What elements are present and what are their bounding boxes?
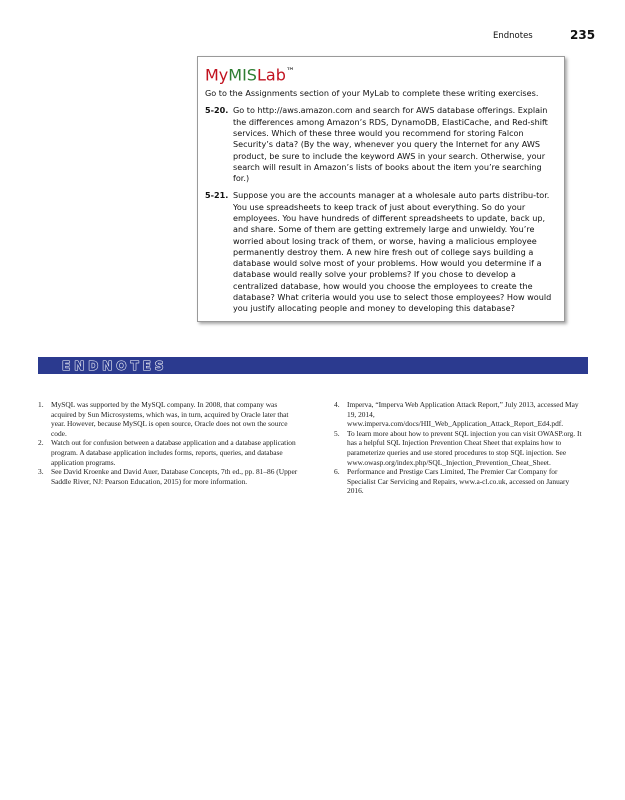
endnote-number: 5. bbox=[334, 428, 340, 438]
endnote-number: 1. bbox=[38, 400, 44, 409]
logo-mis: MIS bbox=[228, 65, 257, 85]
endnote-text: See David Kroenke and David Auer, Database Concepts, 7th ed., pp. 81–86 (Upper Saddle River, NJ: Pearson Education, 2015) for more information. bbox=[51, 467, 298, 486]
exercise-text: Go to http://aws.amazon.com and search for AWS database offerings. Explain the differences among Amazon’s RDS, DynamoDB, ElastiCache, and Red-shift services. Which of these three would you recommend for storing Falcon Security’s data? (By the way, whenever you query the Internet for any AWS product, be sure to include the keyword AWS in your search. Otherwise, your search will result in Amazon’s lists of books about the item you’re searching for.) bbox=[233, 105, 548, 184]
endnote-text: MySQL was supported by the MySQL company. In 2008, that company was acquired by Sun Microsystems, which was, in turn, acquired by Oracle later that year. However, because MySQL is open source, Oracle does not own the source code. bbox=[51, 400, 289, 438]
endnote-number: 4. bbox=[334, 400, 340, 409]
exercise-number: 5-21. bbox=[205, 190, 229, 201]
mylab-intro: Go to the Assignments section of your MyLab to complete these writing exercises. bbox=[205, 88, 539, 99]
endnotes-left-column bbox=[38, 400, 300, 486]
exercise-number: 5-20. bbox=[205, 105, 229, 116]
logo-my: My bbox=[205, 65, 229, 85]
endnote-text: Imperva, “Imperva Web Application Attack Report,” July 2013, accessed May 19, 2014, www.imperva.com/docs/HII_Web_Application_Attack_Report_Ed4.pdf. bbox=[347, 400, 579, 429]
running-header-section: Endnotes bbox=[493, 31, 533, 41]
mymislab-logo bbox=[205, 63, 556, 84]
endnote-item bbox=[38, 467, 300, 486]
page-number: 235 bbox=[570, 28, 596, 42]
logo-trademark: ™ bbox=[285, 67, 295, 77]
exercise-item bbox=[205, 190, 556, 314]
endnotes-heading-bar bbox=[38, 357, 588, 374]
endnote-number: 3. bbox=[38, 467, 44, 477]
exercise-item bbox=[205, 105, 556, 184]
endnotes-title: ENDNOTES bbox=[62, 358, 168, 373]
logo-lab: Lab bbox=[256, 65, 286, 85]
mymislab-exercise-box bbox=[197, 56, 565, 322]
endnote-item bbox=[38, 400, 300, 438]
exercise-text: Suppose you are the accounts manager at a wholesale auto parts distribu-tor. You use spreadsheets to keep track of just about everything. So do your employees. You have hundreds of different spreadsheets to update, back up, and share. Some of them are getting extremely large and unwieldy. You’re worried about losing track of them, or worse, having a malicious employee permanently destroy them. A new hire fresh out of college says building a database would solve most of your problems. How would you determine if a database would really solve your problems? If you chose to develop a centralized database, how would you choose the employees to create the database? What criteria would you use to select those employees? How would you justify allocating people and money to developing this database? bbox=[233, 190, 552, 314]
endnote-number: 6. bbox=[334, 467, 340, 477]
endnote-item bbox=[334, 467, 584, 496]
endnote-item bbox=[334, 400, 584, 429]
endnotes-right-column bbox=[334, 400, 584, 496]
endnote-text: Watch out for confusion between a database application and a database application program. A database application includes forms, reports, queries, and database application programs. bbox=[51, 438, 296, 467]
endnote-item bbox=[38, 438, 300, 467]
endnote-text: Performance and Prestige Cars Limited, The Premier Car Company for Specialist Car Servicing and Repairs, www.a-cl.co.uk, accessed on January 2016. bbox=[347, 467, 570, 496]
endnote-item bbox=[334, 429, 584, 467]
endnote-number: 2. bbox=[38, 438, 44, 448]
endnote-text: To learn more about how to prevent SQL injection you can visit OWASP.org. It has a helpful SQL Injection Prevention Cheat Sheet that explains how to parameterize queries and use stored procedures to stop SQL injection. See www.owasp.org/index.php/SQL_Injection_Prevention_Cheat_Sheet. bbox=[347, 428, 582, 467]
